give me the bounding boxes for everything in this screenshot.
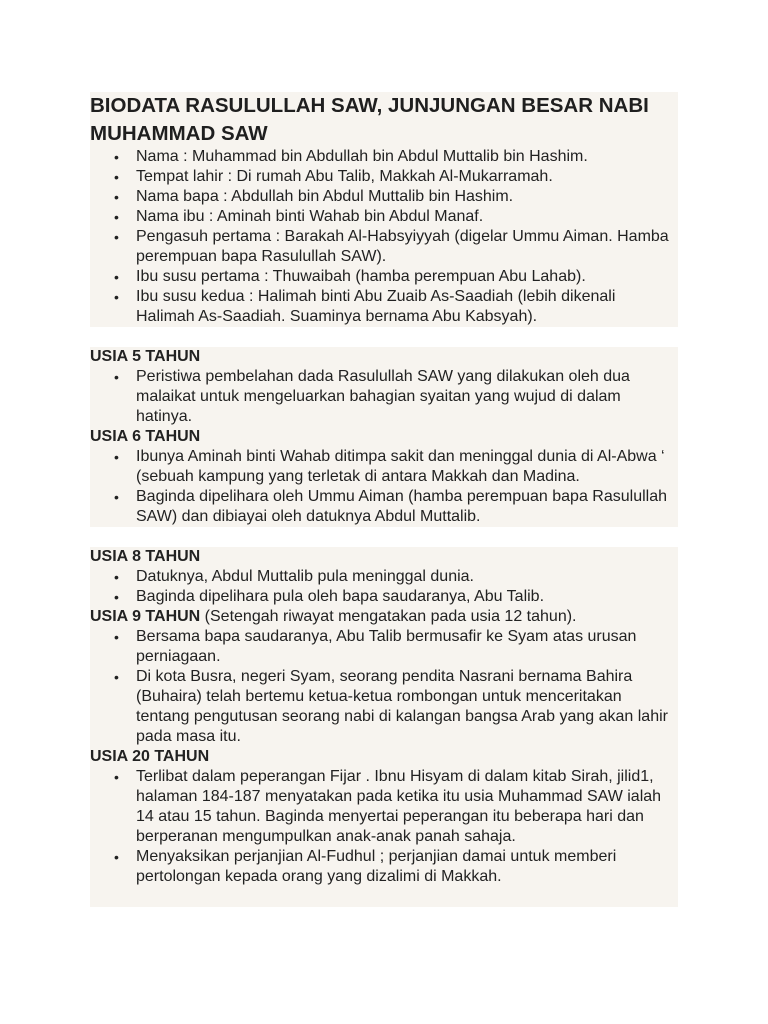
list-item: • Baginda dipelihara oleh Ummu Aiman (hamba perempuan bapa Rasulullah SAW) dan dibiayai oleh datuknya Abdul Muttalib. bbox=[136, 487, 678, 527]
list-item: • Menyaksikan perjanjian Al-Fudhul ; perjanjian damai untuk memberi pertolongan kepada orang yang dizalimi di Makkah. bbox=[136, 847, 678, 887]
list-item: • Di kota Busra, negeri Syam, seorang pendita Nasrani bernama Bahira (Buhaira) telah bertemu ketua-ketua rombongan untuk menceritakan tentang pengutusan seorang nabi di kalangan bangsa Arab yang akan lahir pada masa itu. bbox=[136, 667, 678, 747]
section-heading: USIA 5 TAHUN bbox=[90, 348, 201, 365]
section-heading: USIA 8 TAHUN bbox=[90, 548, 201, 565]
biodata-list bbox=[90, 147, 678, 327]
section-heading: USIA 9 TAHUN (Setengah riwayat mengatakan pada usia 12 tahun). bbox=[90, 608, 577, 625]
section-usia-5 bbox=[90, 347, 678, 427]
spacer bbox=[90, 527, 678, 547]
biodata-block bbox=[90, 92, 678, 327]
list-item: • Datuknya, Abdul Muttalib pula meninggal dunia. bbox=[136, 567, 678, 587]
section-usia-9 bbox=[90, 607, 678, 747]
list-item: • Ibu susu kedua : Halimah binti Abu Zuaib As-Saadiah (lebih dikenali Halimah As-Saadiah. Suaminya bernama Abu Kabsyah). bbox=[136, 287, 678, 327]
list-item: • Tempat lahir : Di rumah Abu Talib, Makkah Al-Mukarramah. bbox=[136, 167, 678, 187]
section-list bbox=[90, 627, 678, 747]
section-list bbox=[90, 367, 678, 427]
document-page bbox=[90, 92, 678, 907]
section-usia-20 bbox=[90, 747, 678, 907]
list-item: • Nama ibu : Aminah binti Wahab bin Abdul Manaf. bbox=[136, 207, 678, 227]
section-heading: USIA 20 TAHUN bbox=[90, 748, 210, 765]
section-heading: USIA 6 TAHUN bbox=[90, 428, 201, 445]
spacer bbox=[90, 887, 678, 907]
list-item: • Baginda dipelihara pula oleh bapa saudaranya, Abu Talib. bbox=[136, 587, 678, 607]
list-item: • Terlibat dalam peperangan Fijar . Ibnu Hisyam di dalam kitab Sirah, jilid1, halaman 184-187 menyatakan pada ketika itu usia Muhammad SAW ialah 14 atau 15 tahun. Baginda menyertai peperangan itu beberapa hari dan berperanan mengumpulkan anak-anak panah sahaja. bbox=[136, 767, 678, 847]
document-title: BIODATA RASULULLAH SAW, JUNJUNGAN BESAR NABI MUHAMMAD SAW bbox=[90, 94, 649, 145]
list-item: • Nama bapa : Abdullah bin Abdul Muttalib bin Hashim. bbox=[136, 187, 678, 207]
spacer bbox=[90, 327, 678, 347]
section-usia-6 bbox=[90, 427, 678, 527]
list-item: • Peristiwa pembelahan dada Rasulullah SAW yang dilakukan oleh dua malaikat untuk mengeluarkan bahagian syaitan yang wujud di dalam hatinya. bbox=[136, 367, 678, 427]
section-usia-8 bbox=[90, 547, 678, 607]
list-item: • Pengasuh pertama : Barakah Al-Habsyiyyah (digelar Ummu Aiman. Hamba perempuan bapa Rasulullah SAW). bbox=[136, 227, 678, 267]
list-item: • Ibu susu pertama : Thuwaibah (hamba perempuan Abu Lahab). bbox=[136, 267, 678, 287]
section-list bbox=[90, 767, 678, 887]
list-item: • Nama : Muhammad bin Abdullah bin Abdul Muttalib bin Hashim. bbox=[136, 147, 678, 167]
section-list bbox=[90, 567, 678, 607]
list-item: • Bersama bapa saudaranya, Abu Talib bermusafir ke Syam atas urusan perniagaan. bbox=[136, 627, 678, 667]
list-item: • Ibunya Aminah binti Wahab ditimpa sakit dan meninggal dunia di Al-Abwa ‘ (sebuah kampung yang terletak di antara Makkah dan Madina. bbox=[136, 447, 678, 487]
section-list bbox=[90, 447, 678, 527]
